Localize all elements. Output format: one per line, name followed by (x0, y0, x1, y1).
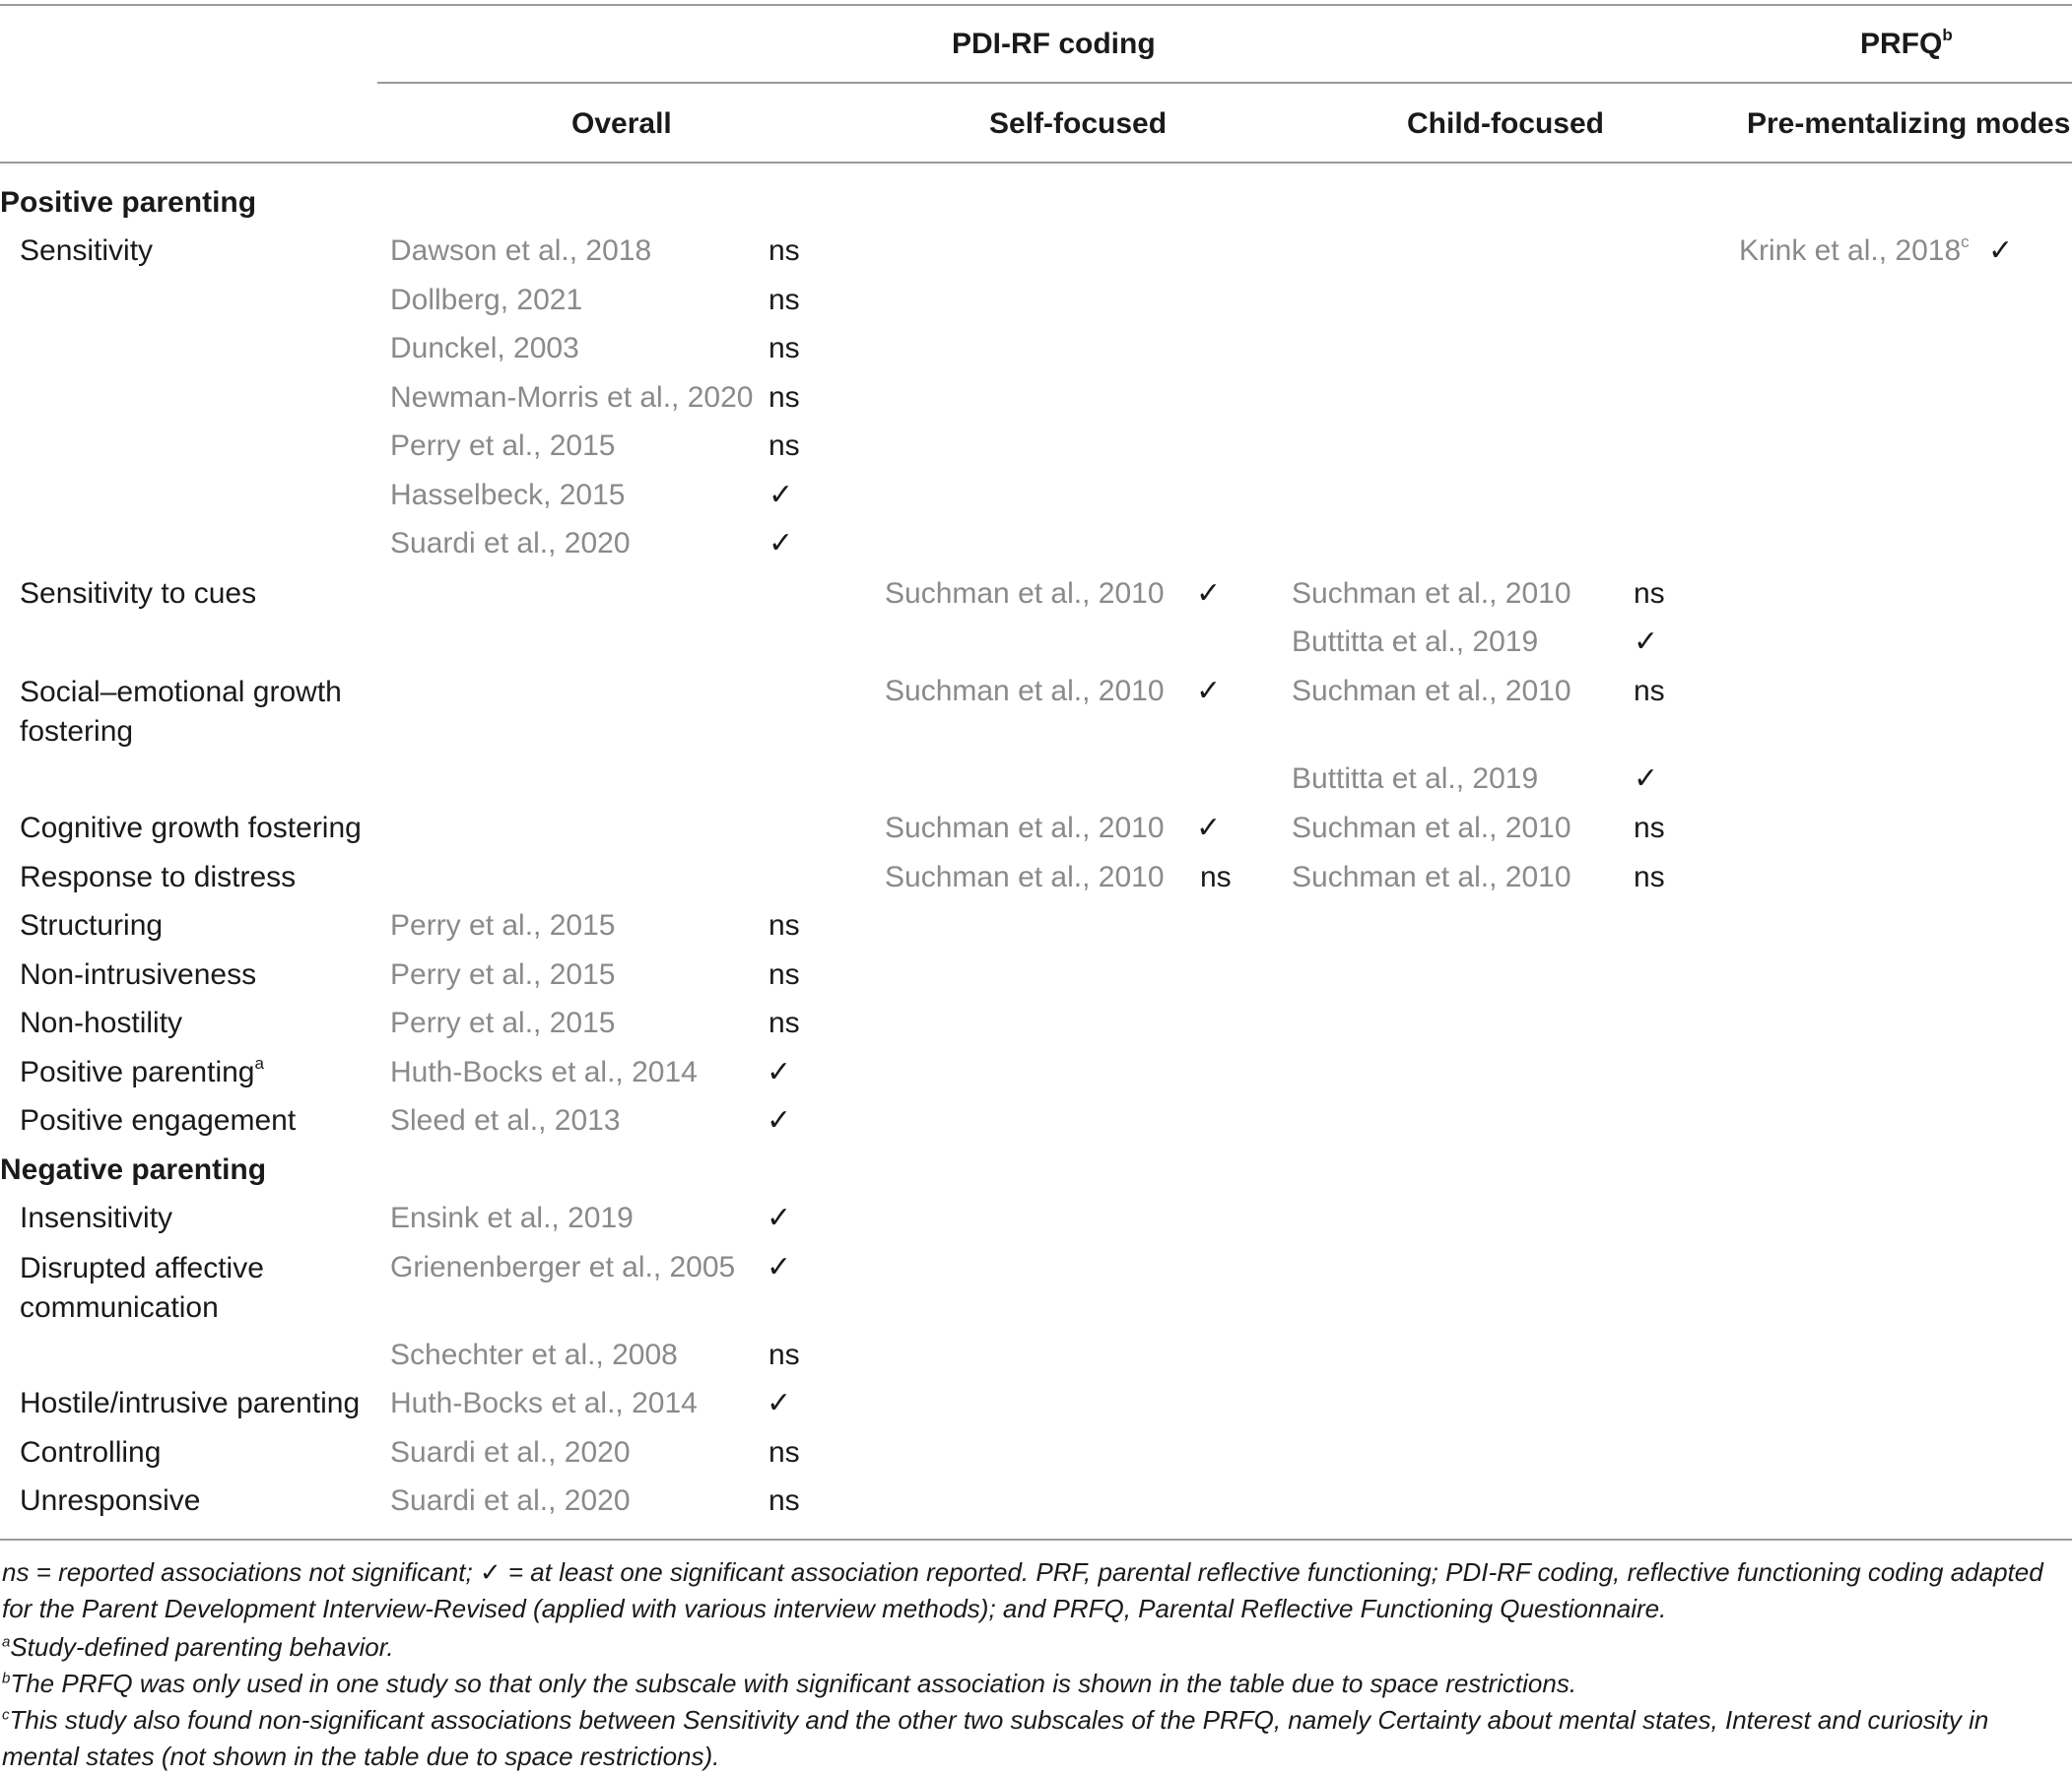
result-mark: ✓ (1634, 625, 1659, 658)
study-reference: Grienenberger et al., 2005 (390, 1251, 736, 1283)
header-self-focused: Self-focused (989, 107, 1168, 140)
table-footnote-c: $^c$This study also found non-significant associations between Sensitivity and the other two subscales of the PRFQ, namely Certainty about mental states, Interest and curiosity in mental states (not shown in the table due to space restrictions). (2, 1705, 1989, 1771)
header-pdi-rf-coding: PDI-RF coding (952, 28, 1156, 60)
row-label-positive-parenting: Positive parenting$^a$ (20, 1054, 264, 1088)
study-reference: Suchman et al., 2010 (1292, 861, 1571, 893)
study-reference: Schechter et al., 2008 (390, 1339, 678, 1371)
row-label-controlling: Controlling (20, 1436, 162, 1469)
header-pre-mentalizing-modes: Pre-mentalizing modes (1747, 107, 2071, 140)
result-mark: ns (769, 429, 800, 462)
result-mark: ✓ (767, 1104, 792, 1137)
top-rule (0, 4, 2072, 6)
row-label-insensitivity: Insensitivity (20, 1202, 173, 1234)
study-reference: Newman-Morris et al., 2020 (390, 381, 754, 414)
study-reference: Dunckel, 2003 (390, 332, 579, 364)
study-reference: Krink et al., 2018$^c$ (1739, 232, 1970, 267)
result-mark: ✓ (1634, 762, 1659, 795)
table-footnote-b: $^b$The PRFQ was only used in one study so that only the subscale with significant association is shown in the table due to space restrictions. (2, 1669, 1577, 1698)
row-label-social-emotional-growth: Social–emotional growth fostering (20, 676, 342, 748)
header-prfq: PRFQ$^b$ (1860, 26, 1953, 60)
row-label-disrupted-affective-communication: Disrupted affective communication (20, 1252, 264, 1324)
row-label-response-to-distress: Response to distress (20, 861, 297, 893)
study-reference: Suardi et al., 2020 (390, 1484, 631, 1517)
study-reference: Suchman et al., 2010 (1292, 675, 1571, 707)
result-mark: ✓ (1196, 577, 1222, 610)
result-mark: ns (769, 958, 800, 991)
result-mark: ✓ (767, 1387, 792, 1419)
result-mark: ns (769, 1339, 800, 1371)
study-reference: Huth-Bocks et al., 2014 (390, 1387, 698, 1419)
row-label-cognitive-growth: Cognitive growth fostering (20, 812, 362, 844)
result-mark: ns (769, 909, 800, 942)
result-mark: ns (769, 1007, 800, 1039)
result-mark: ns (769, 381, 800, 414)
study-reference: Suardi et al., 2020 (390, 527, 631, 559)
result-mark: ✓ (1196, 675, 1222, 707)
row-label-sensitivity-to-cues: Sensitivity to cues (20, 577, 257, 610)
result-mark: ✓ (769, 527, 794, 559)
result-mark: ✓ (767, 1251, 792, 1283)
result-mark: ✓ (767, 1056, 792, 1088)
result-mark: ns (769, 284, 800, 316)
result-mark: ns (769, 332, 800, 364)
row-label-unresponsive: Unresponsive (20, 1484, 201, 1517)
row-label-non-intrusiveness: Non-intrusiveness (20, 958, 257, 991)
result-mark: ns (1634, 861, 1665, 893)
study-reference: Perry et al., 2015 (390, 1007, 616, 1039)
result-mark: ✓ (1196, 812, 1222, 844)
result-mark: ✓ (767, 1202, 792, 1234)
result-mark: ns (1634, 675, 1665, 707)
header-rule (0, 162, 2072, 164)
section-negative-parenting: Negative parenting (0, 1153, 267, 1186)
section-positive-parenting: Positive parenting (0, 186, 257, 219)
result-mark: ns (769, 234, 800, 267)
result-mark: ✓ (1988, 234, 2014, 267)
result-mark: ns (1200, 861, 1232, 893)
study-reference: Perry et al., 2015 (390, 429, 616, 462)
group-rule (377, 82, 2072, 84)
study-reference: Hasselbeck, 2015 (390, 479, 626, 511)
result-mark: ns (1634, 577, 1665, 610)
result-mark: ✓ (769, 479, 794, 511)
study-reference: Suchman et al., 2010 (885, 675, 1165, 707)
study-reference: Suchman et al., 2010 (1292, 812, 1571, 844)
study-reference: Dollberg, 2021 (390, 284, 583, 316)
row-label-hostile-intrusive-parenting: Hostile/intrusive parenting (20, 1387, 361, 1419)
study-reference: Dawson et al., 2018 (390, 234, 652, 267)
bottom-rule (0, 1539, 2072, 1541)
header-overall: Overall (571, 107, 672, 140)
result-mark: ns (769, 1484, 800, 1517)
row-label-positive-engagement: Positive engagement (20, 1104, 297, 1137)
row-label-structuring: Structuring (20, 909, 164, 942)
study-reference: Suchman et al., 2010 (885, 812, 1165, 844)
study-reference: Buttitta et al., 2019 (1292, 625, 1539, 658)
table-footnote-a: $^a$Study-defined parenting behavior. (2, 1632, 394, 1662)
study-reference: Suchman et al., 2010 (885, 861, 1165, 893)
study-reference: Perry et al., 2015 (390, 958, 616, 991)
study-reference: Sleed et al., 2013 (390, 1104, 621, 1137)
study-reference: Suchman et al., 2010 (1292, 577, 1571, 610)
row-label-sensitivity: Sensitivity (20, 234, 154, 267)
row-label-non-hostility: Non-hostility (20, 1007, 183, 1039)
study-reference: Suardi et al., 2020 (390, 1436, 631, 1469)
result-mark: ns (769, 1436, 800, 1469)
table-footnote-main: ns = reported associations not significant; ✓ = at least one significant association reported. PRF, parental reflective functioning; PDI-RF coding, reflective functioning coding adapted for the Parent Development Interview-Revised (applied with various interview methods); and PRFQ, Parental Reflective Functioning Questionnaire. (2, 1557, 2043, 1623)
study-reference: Buttitta et al., 2019 (1292, 762, 1539, 795)
study-reference: Suchman et al., 2010 (885, 577, 1165, 610)
study-reference: Huth-Bocks et al., 2014 (390, 1056, 698, 1088)
study-reference: Ensink et al., 2019 (390, 1202, 634, 1234)
study-reference: Perry et al., 2015 (390, 909, 616, 942)
header-child-focused: Child-focused (1407, 107, 1604, 140)
result-mark: ns (1634, 812, 1665, 844)
